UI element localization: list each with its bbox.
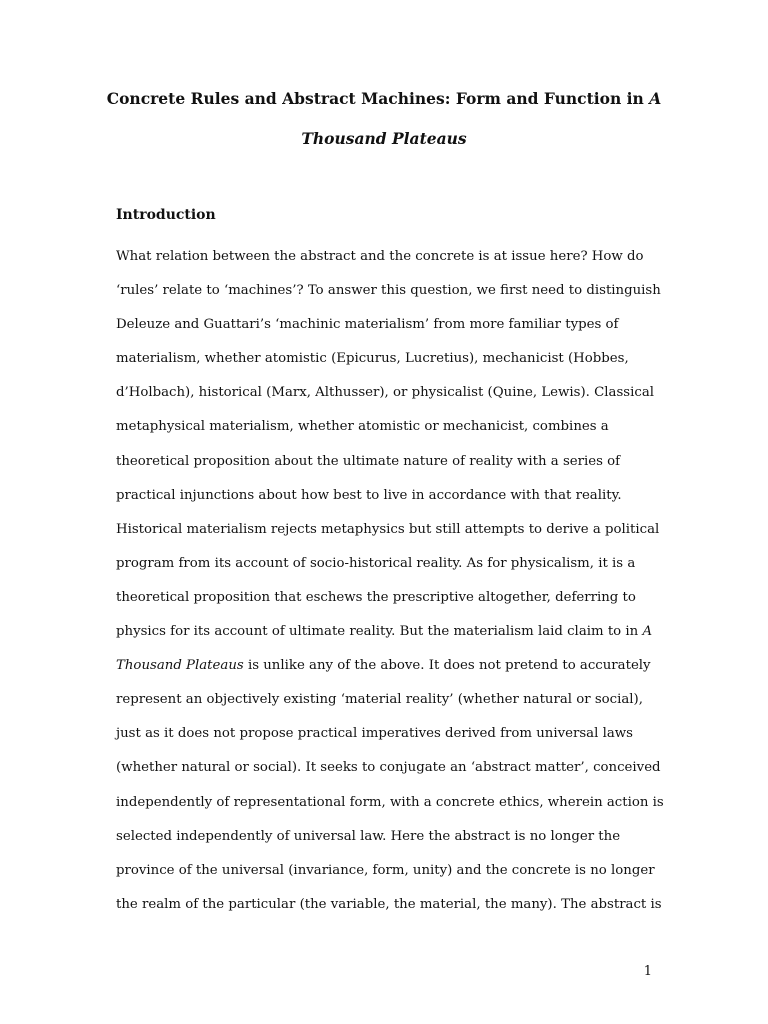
- text-line-12-text: physics for its account of ultimate reality. But the materialism laid claim to in: [116, 624, 643, 640]
- text-line-11: theoretical proposition that eschews the prescriptive altogether, deferring to: [116, 589, 636, 605]
- title-line-1-text: Concrete Rules and Abstract Machines: Form and Function in: [106, 89, 650, 108]
- section-heading: Introduction: [116, 207, 216, 223]
- text-line-18: selected independently of universal law. Here the abstract is no longer the: [116, 828, 621, 844]
- text-line-16: (whether natural or social). It seeks to conjugate an ‘abstract matter’, conceived: [116, 760, 661, 776]
- text-line-13-text: is unlike any of the above. It does not pretend to accurately: [243, 658, 651, 674]
- text-line-17: independently of representational form, with a concrete ethics, wherein action is: [116, 794, 664, 810]
- text-line-14: represent an objectively existing ‘material reality’ (whether natural or social),: [116, 692, 643, 708]
- page-number: 1: [643, 964, 652, 979]
- text-line-13: [116, 649, 656, 683]
- text-line-7: theoretical proposition about the ultimate nature of reality with a series of: [116, 453, 621, 469]
- title-line-2-italic: Thousand Plateaus: [301, 129, 467, 148]
- text-line-10: program from its account of socio-historical reality. As for physicalism, it is a: [116, 555, 636, 571]
- text-line-9: Historical materialism rejects metaphysics but still attempts to derive a political: [116, 521, 660, 537]
- text-line-20: the realm of the particular (the variable, the material, the many). The abstract is: [116, 896, 662, 912]
- text-line-1: What relation between the abstract and the concrete is at issue here? How do: [116, 249, 644, 264]
- text-line-12-italic: A: [642, 624, 653, 640]
- text-line-3: Deleuze and Guattari’s ‘machinic materialism’ from more familiar types of: [116, 317, 619, 333]
- body-text: [116, 240, 664, 922]
- text-line-12: [116, 615, 656, 649]
- text-line-19: province of the universal (invariance, form, unity) and the concrete is no longer: [116, 862, 655, 878]
- text-line-13-italic: Thousand Plateaus: [116, 658, 244, 674]
- text-line-8: practical injunctions about how best to live in accordance with that reality.: [116, 487, 622, 503]
- title-line-1: [80, 89, 688, 108]
- title-line-1-italic: A: [649, 89, 662, 108]
- text-line-15: just as it does not propose practical imperatives derived from universal laws: [116, 726, 633, 742]
- text-line-4: materialism, whether atomistic (Epicurus, Lucretius), mechanicist (Hobbes,: [116, 351, 629, 367]
- text-line-2: ‘rules’ relate to ‘machines’? To answer this question, we first need to distinguish: [116, 283, 661, 299]
- text-line-6: metaphysical materialism, whether atomistic or mechanicist, combines a: [116, 419, 609, 435]
- text-line-5: d’Holbach), historical (Marx, Althusser), or physicalist (Quine, Lewis). Classical: [116, 385, 655, 401]
- title-line-2: [80, 129, 688, 148]
